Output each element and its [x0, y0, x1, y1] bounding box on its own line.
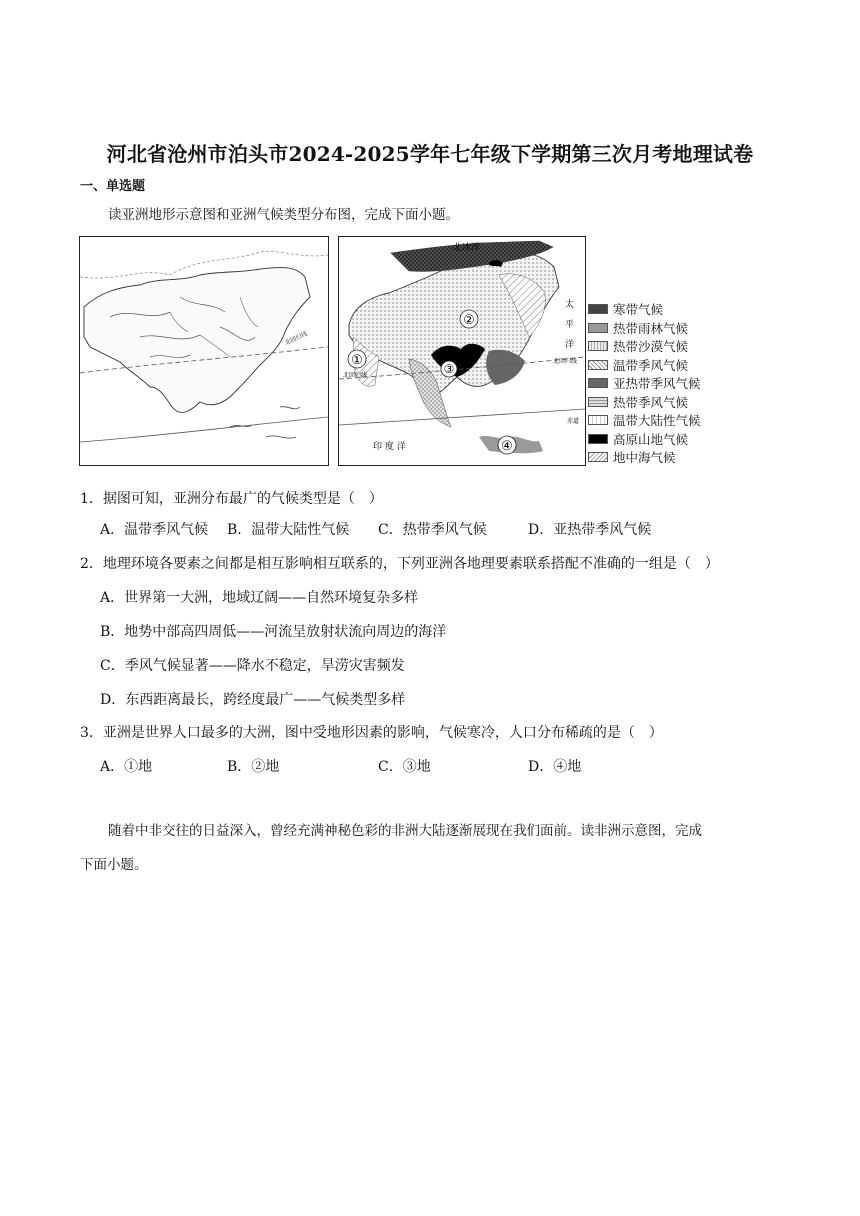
legend-item: 亚热带季风气候	[588, 374, 701, 393]
legend-item: 温带季风气候	[588, 356, 701, 375]
question-2-stem: 2．地理环境各要素之间都是相互影响相互联系的，下列亚洲各地理要素联系搭配不准确的一组是（ ）	[80, 556, 719, 572]
question-intro: 读亚洲地形示意图和亚洲气候类型分布图，完成下面小题。	[108, 207, 459, 223]
pacific-label-2: 平	[565, 320, 575, 330]
question-3-stem: 3．亚洲是世界人口最多的大洲，图中受地形因素的影响，气候寒冷，人口分布稀疏的是（ ）	[80, 725, 663, 741]
marker-4: ④	[501, 439, 513, 454]
q3-option-a[interactable]: A．①地	[100, 759, 153, 775]
marker-3: ③	[443, 362, 455, 376]
africa-passage	[80, 814, 780, 882]
pacific-label-3: 洋	[565, 340, 575, 350]
q2-option-c[interactable]: C．季风气候显著——降水不稳定，旱涝灾害频发	[100, 658, 405, 674]
asia-terrain-map	[79, 236, 329, 466]
page-title: 河北省沧州市泊头市2024-2025学年七年级下学期第三次月考地理试卷	[106, 142, 754, 166]
q1-option-c[interactable]: C．热带季风气候	[378, 522, 487, 538]
passage-line-1: 随着中非交往的日益深入，曾经充满神秘色彩的非洲大陆逐渐展现在我们面前。读非洲示意图，完成	[108, 823, 702, 839]
legend-item: 热带雨林气候	[588, 319, 701, 338]
passage-line-2: 下面小题。	[80, 857, 148, 873]
q2-option-b[interactable]: B．地势中部高四周低——河流呈放射状流向周边的海洋	[100, 624, 447, 640]
marker-2: ②	[463, 313, 475, 328]
q2-option-a[interactable]: A．世界第一大洲，地域辽阔——自然环境复杂多样	[100, 590, 419, 606]
section-heading: 一、单选题	[80, 179, 146, 194]
equator-label: 赤道	[567, 418, 580, 425]
indian-ocean-label: 印 度 洋	[373, 442, 406, 452]
right-tropic-label-right: 北回归线	[553, 358, 578, 365]
left-tropic-label: 北回归线	[283, 330, 309, 347]
right-tropic-label-left: 北回归线	[343, 372, 368, 379]
legend-item: 温带大陆性气候	[588, 411, 701, 430]
legend-item: 寒带气候	[588, 300, 701, 319]
marker-1: ①	[351, 353, 363, 368]
legend-item: 热带季风气候	[588, 393, 701, 412]
q3-option-d[interactable]: D．④地	[528, 759, 582, 775]
q3-option-c[interactable]: C．③地	[378, 759, 431, 775]
legend-item: 热带沙漠气候	[588, 337, 701, 356]
question-1-stem: 1．据图可知，亚洲分布最广的气候类型是（ ）	[80, 491, 383, 507]
pacific-label-1: 太	[565, 300, 575, 310]
q1-option-b[interactable]: B．温带大陆性气候	[227, 522, 350, 538]
q1-option-a[interactable]: A．温带季风气候	[100, 522, 209, 538]
q2-option-d[interactable]: D．东西距离最长，跨经度最广——气候类型多样	[100, 692, 406, 708]
asia-climate-map	[338, 236, 586, 466]
climate-legend	[588, 300, 701, 467]
q1-option-d[interactable]: D．亚热带季风气候	[528, 522, 652, 538]
q3-option-b[interactable]: B．②地	[227, 759, 280, 775]
legend-item: 地中海气候	[588, 448, 701, 467]
legend-item: 高原山地气候	[588, 430, 701, 449]
arctic-ocean-label: 北冰洋	[453, 243, 481, 253]
